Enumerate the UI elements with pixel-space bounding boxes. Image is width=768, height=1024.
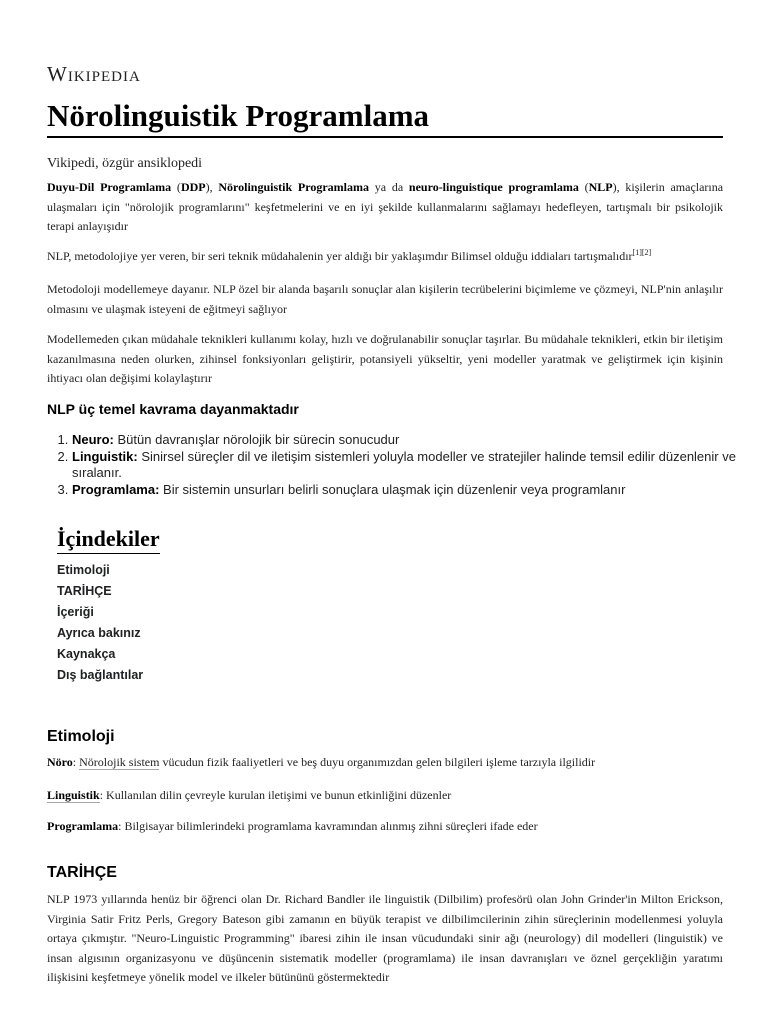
toc-title: İçindekiler: [57, 526, 160, 554]
toc-item-kaynakca[interactable]: Kaynakça: [57, 647, 116, 661]
intro-paragraph-1-rest: kişilerin amaçlarına ulaşmaları için "nörolojik programlarını" keşfetmelerini ve en iyi şekilde kullanmalarını sağlamayı hedefleyen, tartışmalı bir psikolojik terapi anlayışıdır: [47, 180, 724, 233]
intro-paragraph-1: Duyu-Dil Programlama (DDP), Nörolinguistik Programlama ya da neuro-linguistique programlama (NLP), kişilerin amaçlarına ulaşmaları için "nörolojik programlarını" keşfetmelerini ve en iyi şekilde kullanmalarını sağlamayı hedefleyen, tartışmalı bir psikolojik terapi anlayışıdır: [47, 180, 724, 233]
concepts-list: [47, 432, 748, 499]
wikipedia-logo[interactable]: Wikipedia: [47, 62, 141, 86]
linguistik-link[interactable]: Linguistik: [47, 788, 100, 802]
table-of-contents: [57, 526, 160, 686]
etymology-text: Kullanılan dilin çevreyle kurulan iletişimi ve bunun etkinliğini düzenler: [106, 788, 452, 802]
toc-item-icerigi[interactable]: İçeriği: [57, 605, 94, 619]
etymology-text: Bilgisayar bilimlerindeki programlama kavramından alınmış zihni süreçleri ifade eder: [124, 819, 538, 833]
term-nlp-turkish: Nörolinguistik Programlama: [218, 180, 369, 194]
term-nlp-french: neuro-linguistique programlama: [408, 180, 579, 194]
etymology-noro: Nöro: Nörolojik sistem vücudun fizik faaliyetleri ve beş duyu organımızdan gelen bilgileri işleme tarzıyla ilgilidir: [47, 755, 596, 769]
toc-item-tarihce[interactable]: TARİHÇE: [57, 584, 112, 598]
intro-paragraph-3: Metodoloji modellemeye dayanır. NLP özel bir alanda başarılı sonuçlar alan kişilerin tecrübelerini biçimleme ve çözmeyi, NLP'nin anlaşılır olmasını ve ulaşmak isteyeni de eğitmeyi sağlıyor: [47, 282, 723, 316]
toc-item-ayrica-bakiniz[interactable]: Ayrıca bakınız: [57, 626, 141, 640]
etymology-programlama: Programlama: Bilgisayar bilimlerindeki programlama kavramından alınmış zihni süreçleri ifade eder: [47, 819, 538, 833]
history-heading: TARİHÇE: [47, 864, 117, 881]
nervous-system-link[interactable]: Nörolojik sistem: [79, 755, 160, 769]
etymology-linguistik: Linguistik: Kullanılan dilin çevreyle kurulan iletişimi ve bunun etkinliğini düzenler: [47, 788, 452, 802]
history-paragraph: NLP 1973 yıllarında henüz bir öğrenci olan Dr. Richard Bandler ile linguistik (Dilbilim) profesörü olan John Grinder'in Milton Erickson, Virginia Satir Fritz Perls, Gregory Bateson gibi zamanın en büyük terapist ve dilbilimcilerinin zihin süreçlerinin modellenmesi yoluyla ortaya çıkmıştır. "Neuro-Linguistic Programming" ibaresi zihin ile insan vücudundaki sinir ağı (neurology) dil modelleri (linguistik) ve insan algısının organizasyonu ve düşüncenin sistematik modeller (programlama) ile insan davranışları ve öznel gerçekliğin yaratımı ilişkisini keşfetmeye yönelik model ve ilkeler bütününü göstermektedir: [47, 892, 723, 984]
toc-item-etimoloji[interactable]: Etimoloji: [57, 563, 110, 577]
reference-links[interactable]: [1][2]: [632, 248, 652, 257]
concept-text: Sinirsel süreçler dil ve iletişim sistemleri yoluyla modeller ve stratejiler halinde temsil edilir düzenlenir ve sıralanır.: [72, 449, 736, 480]
intro-paragraph-2: [47, 247, 723, 267]
concept-text: Bütün davranışlar nörolojik bir sürecin sonucudur: [117, 432, 400, 447]
etymology-heading: Etimoloji: [47, 728, 115, 745]
intro-paragraph-4: Modellemeden çıkan müdahale teknikleri kullanımı kolay, hızlı ve doğrulanabilir sonuçlar taşırlar. Bu müdahale teknikleri, etkin bir iletişim kazanılmasına neden olurken, zihinsel fonksiyonları geliştirir, potansiyeli yükseltir, yeni modeller yaratmak ve geliştirmek için kişinin ihtiyacı olan değişimi kolaylaştırır: [47, 332, 723, 385]
term-nlp-abbr: NLP: [588, 180, 613, 194]
intro-paragraph-2-text: NLP, metodolojiye yer veren, bir seri teknik müdahalenin yer aldığı bir yaklaşımdır Bilimsel olduğu iddiaları tartışmalıdır: [47, 249, 633, 263]
etymology-term: Programlama: [47, 819, 119, 833]
page-title: Nörolinguistik Programlama: [47, 96, 723, 138]
etymology-text: vücudun fizik faaliyetleri ve beş duyu organımızdan gelen bilgileri işleme tarzıyla ilgilidir: [162, 755, 596, 769]
concept-term: Programlama:: [72, 482, 160, 497]
list-item: [72, 482, 748, 498]
concept-text: Bir sistemin unsurları belirli sonuçlara ulaşmak için düzenlenir veya programlanır: [163, 482, 626, 497]
connector-text: ya da: [374, 180, 404, 194]
list-item: [72, 449, 748, 481]
etymology-term: Nöro: [47, 755, 73, 769]
concepts-heading: NLP üç temel kavrama dayanmaktadır: [47, 401, 299, 417]
page-subtitle: Vikipedi, özgür ansiklopedi: [47, 156, 203, 171]
toc-item-dis-baglantilar[interactable]: Dış bağlantılar: [57, 668, 144, 682]
list-item: [72, 432, 748, 448]
concept-term: Linguistik:: [72, 449, 138, 464]
term-ddp-abbr: DDP: [180, 180, 206, 194]
concept-term: Neuro:: [72, 432, 114, 447]
term-ddp-full: Duyu-Dil Programlama: [47, 180, 172, 194]
